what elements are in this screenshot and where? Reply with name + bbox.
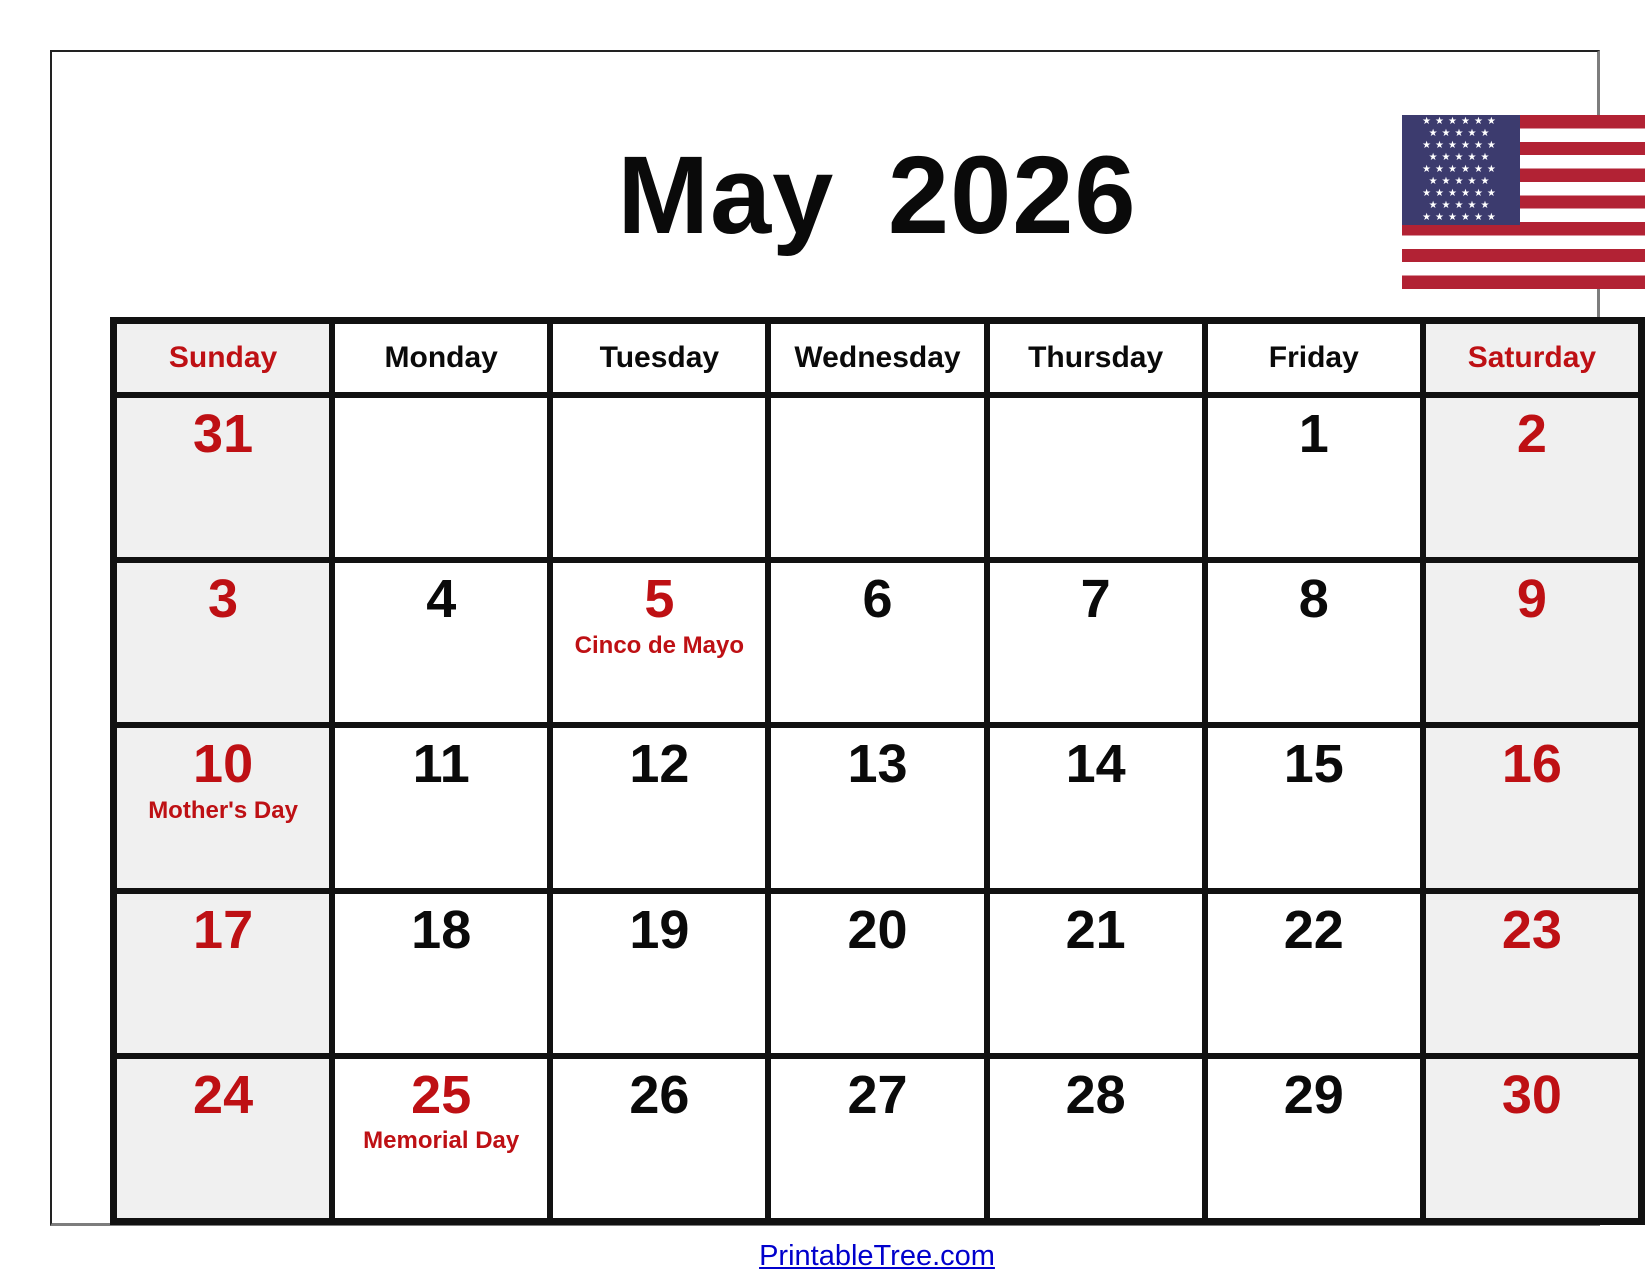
- us-flag-canton: [1402, 115, 1520, 225]
- day-cell-empty: [553, 398, 765, 557]
- star-row: ★★★★★★: [1422, 212, 1500, 223]
- day-cell-empty: [335, 398, 547, 557]
- holiday-label: Memorial Day: [363, 1127, 520, 1155]
- day-number: 17: [193, 899, 254, 960]
- day-number: 8: [1298, 569, 1329, 630]
- day-cell-14: [990, 728, 1202, 887]
- day-number: 25: [411, 1064, 472, 1125]
- day-number: 14: [1065, 734, 1126, 795]
- day-number: 28: [1065, 1064, 1126, 1125]
- holiday-label: Cinco de Mayo: [574, 631, 745, 659]
- day-cell-17: [117, 894, 329, 1053]
- day-cell-11: [335, 728, 547, 887]
- day-number: 20: [847, 899, 908, 960]
- day-cell-empty: [771, 398, 983, 557]
- weekday-header-sunday: Sunday: [117, 324, 329, 392]
- day-cell-25: [335, 1059, 547, 1218]
- day-cell-28: [990, 1059, 1202, 1218]
- page-frame: [50, 50, 1600, 1272]
- day-cell-9: [1426, 563, 1638, 722]
- us-flag-icon: [1402, 115, 1645, 289]
- day-number: 29: [1283, 1064, 1344, 1125]
- day-number: 11: [412, 734, 470, 795]
- calendar-grid: [110, 317, 1645, 1225]
- star-row: ★★★★★★: [1422, 140, 1500, 151]
- star-row: ★★★★★★: [1422, 116, 1500, 127]
- day-number: 19: [629, 899, 690, 960]
- star-row: ★★★★★★: [1422, 164, 1500, 175]
- calendar-title: May 2026: [617, 134, 1137, 257]
- holiday-label: Mother's Day: [148, 797, 298, 825]
- day-cell-31: [117, 398, 329, 557]
- weekday-header-saturday: Saturday: [1426, 324, 1638, 392]
- day-cell-29: [1208, 1059, 1420, 1218]
- day-number: 16: [1501, 734, 1562, 795]
- day-cell-1: [1208, 398, 1420, 557]
- day-cell-6: [771, 563, 983, 722]
- day-cell-12: [553, 728, 765, 887]
- day-number: 12: [629, 734, 690, 795]
- day-number: 26: [629, 1064, 690, 1125]
- printabletree-link[interactable]: PrintableTree.com: [759, 1240, 995, 1272]
- day-number: 15: [1283, 734, 1344, 795]
- star-row: ★★★★★: [1428, 200, 1494, 211]
- day-number: 4: [426, 569, 457, 630]
- day-cell-8: [1208, 563, 1420, 722]
- day-cell-24: [117, 1059, 329, 1218]
- day-cell-5: [553, 563, 765, 722]
- day-number: 30: [1501, 1064, 1562, 1125]
- day-number: 7: [1080, 569, 1111, 630]
- day-cell-10: [117, 728, 329, 887]
- day-cell-23: [1426, 894, 1638, 1053]
- day-number: 27: [847, 1064, 908, 1125]
- day-cell-empty: [990, 398, 1202, 557]
- day-cell-21: [990, 894, 1202, 1053]
- day-number: 21: [1065, 899, 1126, 960]
- day-number: 2: [1516, 404, 1547, 464]
- day-number: 3: [208, 569, 239, 630]
- weekday-header-monday: Monday: [335, 324, 547, 392]
- day-cell-2: [1426, 398, 1638, 557]
- weekday-header-thursday: Thursday: [990, 324, 1202, 392]
- day-cell-18: [335, 894, 547, 1053]
- day-cell-30: [1426, 1059, 1638, 1218]
- day-cell-7: [990, 563, 1202, 722]
- day-number: 1: [1298, 404, 1329, 464]
- day-cell-15: [1208, 728, 1420, 887]
- day-cell-3: [117, 563, 329, 722]
- day-cell-22: [1208, 894, 1420, 1053]
- star-row: ★★★★★: [1428, 176, 1494, 187]
- day-number: 6: [862, 569, 893, 630]
- day-cell-13: [771, 728, 983, 887]
- star-row: ★★★★★: [1428, 152, 1494, 163]
- weekday-header-wednesday: Wednesday: [771, 324, 983, 392]
- star-row: ★★★★★: [1428, 128, 1494, 139]
- weekday-header-tuesday: Tuesday: [553, 324, 765, 392]
- star-row: ★★★★★★: [1422, 188, 1500, 199]
- day-cell-4: [335, 563, 547, 722]
- day-number: 10: [193, 734, 254, 795]
- day-number: 31: [193, 404, 254, 464]
- day-number: 24: [193, 1064, 254, 1125]
- day-number: 18: [411, 899, 472, 960]
- footer: [52, 1240, 1650, 1273]
- day-number: 22: [1283, 899, 1344, 960]
- day-cell-27: [771, 1059, 983, 1218]
- day-cell-26: [553, 1059, 765, 1218]
- day-cell-19: [553, 894, 765, 1053]
- day-number: 13: [847, 734, 908, 795]
- day-number: 23: [1501, 899, 1562, 960]
- day-cell-20: [771, 894, 983, 1053]
- day-cell-16: [1426, 728, 1638, 887]
- day-number: 5: [644, 569, 675, 630]
- day-number: 9: [1516, 569, 1547, 630]
- weekday-header-friday: Friday: [1208, 324, 1420, 392]
